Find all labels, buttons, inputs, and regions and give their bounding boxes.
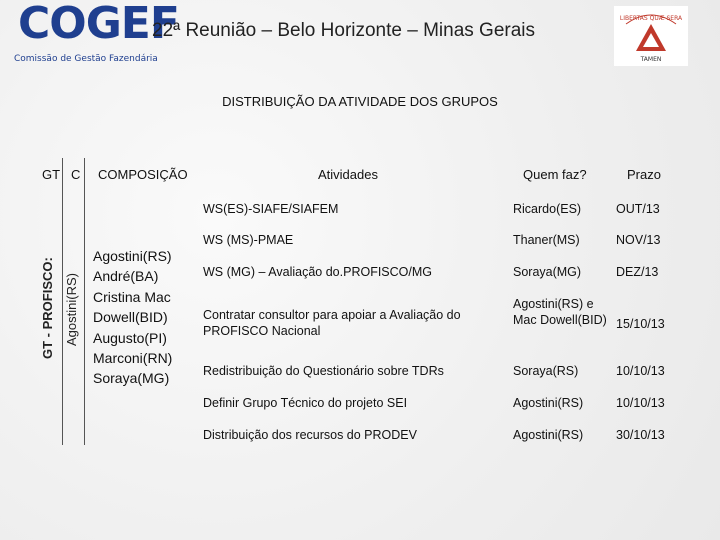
coordinator-name: Agostini(RS) — [64, 273, 79, 346]
composition-member: Augusto(PI) — [93, 329, 167, 346]
deadline-cell: 15/10/13 — [616, 317, 665, 331]
activity-cell: WS (MS)-PMAE — [203, 233, 294, 247]
activity-cell: WS (MG) – Avaliação do.PROFISCO/MG — [203, 265, 432, 279]
section-subtitle: DISTRIBUIÇÃO DA ATIVIDADE DOS GRUPOS — [222, 94, 498, 109]
deadline-cell: 10/10/13 — [616, 364, 665, 378]
deadline-cell: DEZ/13 — [616, 265, 659, 279]
composition-list — [93, 246, 172, 389]
column-divider — [62, 158, 63, 445]
composition-member: André(BA) — [93, 268, 159, 285]
composition-member: Dowell(BID) — [93, 309, 168, 326]
gt-name: GT - PROFISCO: — [40, 257, 55, 359]
composition-member: Cristina Mac — [93, 288, 171, 305]
header-composicao: COMPOSIÇÃO — [98, 167, 188, 182]
activity-cell: Redistribuição do Questionário sobre TDRs — [203, 364, 444, 378]
logo-subtitle: Comissão de Gestão Fazendária — [14, 54, 158, 64]
composition-member: Marconi(RN) — [93, 350, 173, 367]
svg-text:TAMEN: TAMEN — [640, 56, 662, 63]
activity-cell: Distribuição dos recursos do PRODEV — [203, 428, 417, 442]
header-atividades: Atividades — [318, 167, 378, 182]
header-quem-faz: Quem faz? — [523, 167, 587, 182]
activity-cell: Definir Grupo Técnico do projeto SEI — [203, 396, 408, 410]
who-cell: Ricardo(ES) — [513, 202, 582, 216]
who-cell: Agostini(RS) — [513, 396, 584, 410]
column-divider — [84, 158, 85, 445]
emblem-graphic — [614, 6, 688, 66]
who-cell: Agostini(RS) e Mac Dowell(BID) — [513, 297, 607, 327]
cogef-logo — [8, 0, 179, 68]
deadline-cell: 10/10/13 — [616, 396, 665, 410]
minas-gerais-emblem — [614, 6, 688, 66]
composition-member: Soraya(MG) — [93, 370, 170, 387]
who-cell: Agostini(RS) — [513, 428, 584, 442]
who-cell: Soraya(MG) — [513, 265, 582, 279]
deadline-cell: 30/10/13 — [616, 428, 665, 442]
deadline-cell: NOV/13 — [616, 233, 661, 247]
deadline-cell: OUT/13 — [616, 202, 660, 216]
header-prazo: Prazo — [627, 167, 661, 182]
logo-text: COGEF — [18, 0, 179, 49]
page-title: 22ª Reunião – Belo Horizonte – Minas Gerais — [152, 20, 536, 41]
svg-text:LIBERTAS QUÆ SERA: LIBERTAS QUÆ SERA — [619, 15, 683, 22]
who-cell: Soraya(RS) — [513, 364, 579, 378]
header-gt: GT — [42, 167, 61, 182]
activity-cell: Contratar consultor para apoiar a Avaliação do PROFISCO Nacional — [203, 308, 461, 338]
composition-member: Agostini(RS) — [93, 248, 172, 264]
header-c: C — [71, 167, 81, 182]
activity-cell: WS(ES)-SIAFE/SIAFEM — [203, 202, 339, 216]
who-cell: Thaner(MS) — [513, 233, 580, 247]
